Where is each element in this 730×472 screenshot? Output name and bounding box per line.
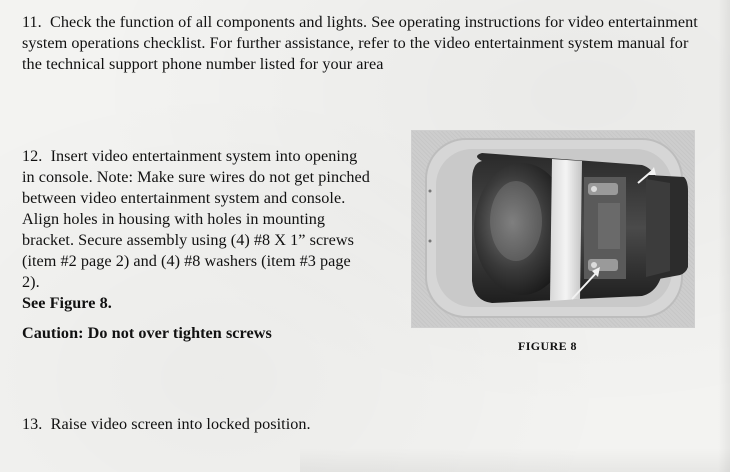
- caution-note: Caution: Do not over tighten screws: [22, 324, 272, 342]
- step-11: [22, 12, 702, 75]
- step-12-text: Insert video entertainment system into opening in console. Note: Make sure wires do not get pinched between video entertainment system and console. Align holes in housing with holes in mounting bracket. Secure assembly using (4) #8 X 1” screws (item #2 page 2) and (4) #8 washers (item #3 page 2).: [22, 147, 370, 291]
- figure-8-photo: [411, 130, 695, 328]
- video-system-illustration: [412, 131, 694, 327]
- step-13: [22, 414, 422, 435]
- step-12-number: 12.: [22, 147, 43, 165]
- scan-shadow: [300, 448, 730, 472]
- step-13-number: 13.: [22, 415, 43, 433]
- step-11-text: Check the function of all components and lights. See operating instructions for video entertainment system operations checklist. For further assistance, refer to the video entertainment system manual for the technical support phone number listed for your area: [22, 13, 698, 73]
- figure-caption: FIGURE 8: [518, 339, 577, 353]
- step-12: [22, 146, 372, 344]
- step-11-number: 11.: [22, 13, 42, 31]
- step-13-text: Raise video screen into locked position.: [50, 415, 311, 433]
- see-figure-reference: See Figure 8.: [22, 294, 112, 312]
- page-edge-shadow: [718, 0, 730, 472]
